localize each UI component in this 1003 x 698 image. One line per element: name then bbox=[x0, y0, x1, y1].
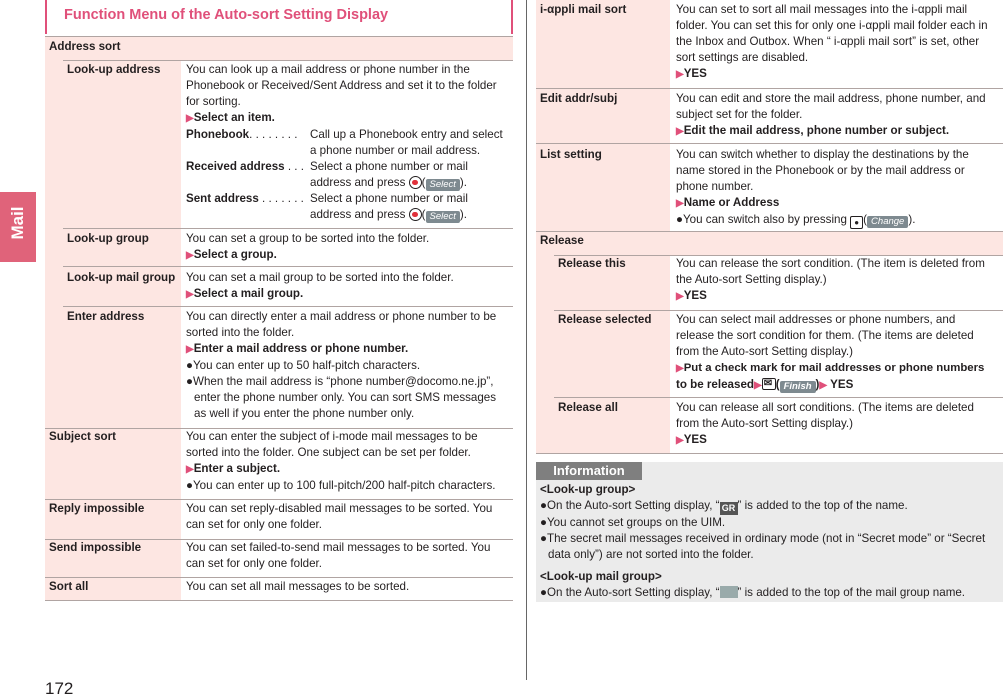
enter-address-desc: You can directly enter a mail address or phone number to be sorted into the folder. ▶Enter a mail address or phone number. ●You can enter up to 50 half-pitch characters. ●When the mail address is “phone number@docomo.ne.jp”, enter the phone number only. You can sort SMS messages as well if you enter the phone number only. bbox=[186, 310, 497, 420]
side-tab-label: Mail bbox=[8, 206, 27, 240]
release-this-term: Release this bbox=[558, 257, 626, 270]
lookup-address-term: Look-up address bbox=[67, 63, 161, 76]
information-tab: Information bbox=[536, 462, 642, 480]
finish-softkey: Finish bbox=[780, 381, 816, 393]
center-key-icon bbox=[409, 176, 422, 189]
column-divider bbox=[526, 0, 527, 680]
look-up-mail-group-heading: <Look-up mail group> bbox=[540, 570, 662, 583]
list-setting-term: List setting bbox=[540, 148, 602, 161]
function-menu-header bbox=[45, 0, 513, 34]
look-up-group-heading: <Look-up group> bbox=[540, 483, 636, 496]
send-impossible-term: Send impossible bbox=[49, 541, 142, 554]
send-impossible-desc: You can set failed-to-send mail messages to be sorted. You can set for only one folder. bbox=[186, 541, 491, 570]
lookup-group-term: Look-up group bbox=[67, 232, 149, 245]
release-this-desc: You can release the sort condition. (The item is deleted from the Auto-sort Setting display.) ▶YES bbox=[676, 257, 985, 302]
page-number: 172 bbox=[45, 679, 74, 698]
lookup-mail-group-term: Look-up mail group bbox=[67, 271, 176, 284]
reply-impossible-desc: You can set reply-disabled mail messages to be sorted. You can set for only one folder. bbox=[186, 502, 493, 531]
lookup-address-desc: You can look up a mail address or phone number in the Phonebook or Received/Sent Address and set it to the folder for sorting. ▶Select an item. Phonebook. . . . . . . . Call up a Phonebook entry and select a phone number or mail address. Received address . . . Select a phone number or mail address and press ( Select ). Sent address . . . . . . . Select a phone number or mail address and press ( Select ). bbox=[186, 63, 503, 222]
select-softkey: Select bbox=[426, 211, 460, 223]
appli-sort-desc: You can set to sort all mail messages into the i-αppli mail folder. You can set this for only one i-αppli mail folder each in the Inbox and Outbox. When “ i-αppli mail sort” is set, other sort settings are disabled. ▶YES bbox=[676, 3, 988, 80]
reply-impossible-term: Reply impossible bbox=[49, 502, 145, 515]
edit-addr-term: Edit addr/subj bbox=[540, 92, 618, 105]
release-selected-term: Release selected bbox=[558, 313, 652, 326]
lookup-address-action: Select an item. bbox=[193, 111, 275, 124]
edit-addr-desc: You can edit and store the mail address, phone number, and subject set for the folder. ▶Edit the mail address, phone number or subject. bbox=[676, 92, 986, 137]
appli-sort-term: i-αppli mail sort bbox=[540, 3, 627, 16]
release-all-term: Release all bbox=[558, 401, 618, 414]
center-key-icon bbox=[409, 208, 422, 221]
subject-sort-term: Subject sort bbox=[49, 430, 116, 443]
lookup-address-term-cell bbox=[63, 61, 181, 228]
information-content: <Look-up group> ●On the Auto-sort Setting display, “ GR ” is added to the top of the name. ●You cannot set groups on the UIM. ●The secret mail messages received in ordinary mode (not in “Secret mode” or “Secret data only”) are not sorted into the folder. <Look-up mail group> ●On the Auto-sort Setting display, “ ” is added to the top of the mail group name. bbox=[540, 482, 1000, 601]
release-selected-desc: You can select mail addresses or phone numbers, and release the sort condition for them. (The items are deleted from the Auto-sort Setting display.) ▶Put a check mark for mail addresses or phone numbers to be released▶✉ ( Finish )▶ YES bbox=[676, 312, 1003, 394]
change-softkey: Change bbox=[867, 216, 908, 228]
list-setting-desc: You can switch whether to display the destinations by the name stored in the Phonebook or by the mail address or phone number. ▶Name or Address ●You can switch also by pressing ● ( Change ). bbox=[676, 148, 969, 227]
mail-key-icon bbox=[762, 378, 776, 390]
group-icon: GR bbox=[720, 502, 738, 515]
mail-group-icon bbox=[720, 586, 738, 598]
sort-all-term: Sort all bbox=[49, 580, 89, 593]
release-label: Release bbox=[540, 234, 584, 247]
lookup-group-desc: You can set a group to be sorted into the folder. ▶Select a group. bbox=[186, 232, 430, 261]
address-sort-label: Address sort bbox=[49, 40, 121, 53]
select-softkey: Select bbox=[426, 179, 460, 191]
function-menu-title: Function Menu of the Auto-sort Setting Display bbox=[64, 7, 389, 23]
camera-key-icon: ● bbox=[850, 216, 863, 229]
sort-all-desc: You can set all mail messages to be sorted. bbox=[186, 580, 410, 593]
enter-address-term-cell bbox=[63, 307, 181, 428]
lookup-mail-group-desc: You can set a mail group to be sorted into the folder. ▶Select a mail group. bbox=[186, 271, 454, 300]
release-all-desc: You can release all sort conditions. (The items are deleted from the Auto-sort Setting display.) ▶YES bbox=[676, 401, 974, 446]
enter-address-term: Enter address bbox=[67, 310, 145, 323]
subject-sort-desc: You can enter the subject of i-mode mail messages to be sorted into the folder. One subject can be set per folder. ▶Enter a subject. ●You can enter up to 100 full-pitch/200 half-pitch characters. bbox=[186, 430, 496, 492]
